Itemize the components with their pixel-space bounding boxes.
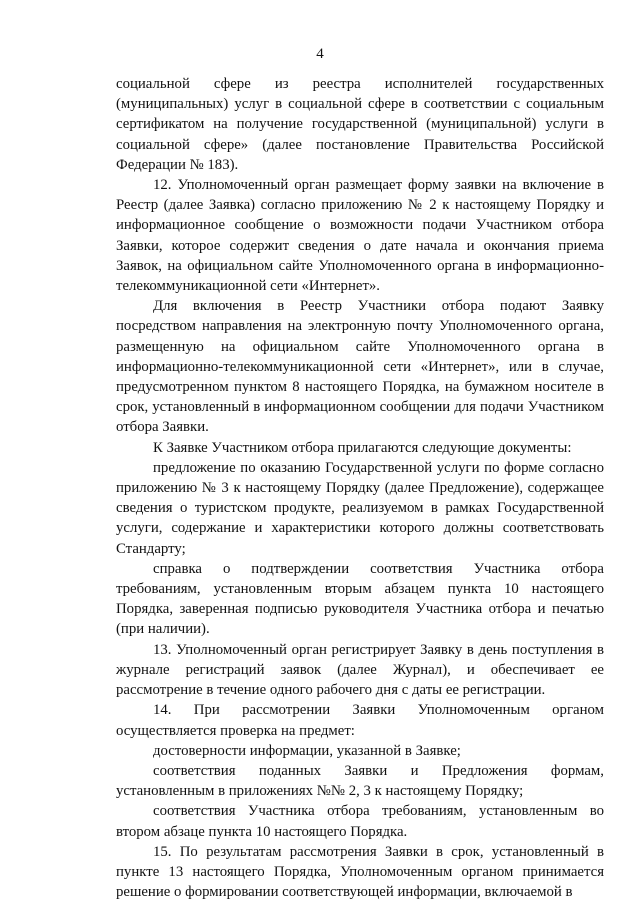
paragraph-clause-14: 14. При рассмотрении Заявки Уполномоченным органом осуществляется проверка на предмет:: [116, 702, 604, 739]
paragraph-proposal: предложение по оказанию Государственной услуги по форме согласно приложению № 3 к настоящему Порядку (далее Предложение), содержащее сведения о туристском продукте, реализуемом в рамках Государственной услуги, содержание и характеристики которого должны соответствовать Стандарту;: [116, 459, 604, 557]
paragraph-submission: Для включения в Реестр Участники отбора подают Заявку посредством направления на электронную почту Уполномоченного органа, размещенную на официальном сайте Уполномоченного органа в информационно-телекоммуникационной сети «Интернет», или в случае, предусмотренном пунктом 8 настоящего Порядка, на бумажном носителе в срок, установленный в информационном сообщении для подачи Участником отбора Заявки.: [116, 298, 604, 436]
paragraph-clause-12: 12. Уполномоченный орган размещает форму заявки на включение в Реестр (далее Заявка) согласно приложению № 2 к настоящему Порядку и информационное сообщение о возможности подачи Участником отбора Заявки, которое содержит сведения о дате начала и окончания приема Заявок, на официальном сайте Уполномоченного органа в информационно-телекоммуникационной сети «Интернет».: [116, 177, 604, 295]
paragraph-certificate: справка о подтверждении соответствия Участника отбора требованиям, установленным вторым абзацем пункта 10 настоящего Порядка, заверенная подписью руководителя Участника отбора и печатью (при наличии).: [116, 560, 604, 638]
paragraph-documents-intro: К Заявке Участником отбора прилагаются следующие документы:: [153, 439, 572, 456]
paragraph-check-forms: соответствия поданных Заявки и Предложения формам, установленным в приложениях №№ 2, 3 к настоящему Порядку;: [116, 762, 604, 800]
paragraph-clause-15: 15. По результатам рассмотрения Заявки в срок, установленный в пункте 13 настоящего Порядка, Уполномоченным органом принимается решение о формировании соответствующей информации, включаемой в: [116, 843, 604, 901]
paragraph-check-requirements: соответствия Участника отбора требованиям, установленным во втором абзаце пункта 10 настоящего Порядка.: [116, 803, 604, 840]
paragraph-continuation: социальной сфере из реестра исполнителей государственных (муниципальных) услуг в социальной сфере в соответствии с социальным сертификатом на получение государственной (муниципальной) услуги в социальной сфере» (далее постановление Правительства Российской Федерации № 183).: [116, 76, 604, 173]
paragraph-clause-13: 13. Уполномоченный орган регистрирует Заявку в день поступления в журнале регистраций заявок (далее Журнал), и обеспечивает ее рассмотрение в течение одного рабочего дня с даты ее регистрации.: [116, 641, 604, 699]
paragraph-check-reliability: достоверности информации, указанной в Заявке;: [153, 742, 461, 759]
page-number: 4: [316, 46, 324, 62]
document-body: [116, 74, 604, 902]
